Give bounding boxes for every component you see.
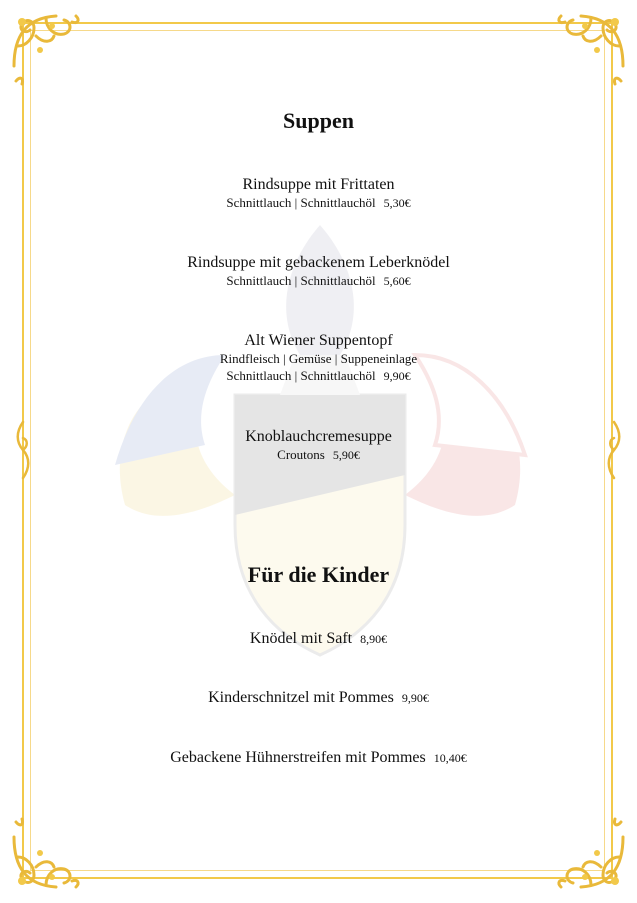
- item-name: Kinderschnitzel mit Pommes: [208, 689, 394, 706]
- item-price: 9,90€: [401, 691, 429, 705]
- item-price: 5,90€: [332, 448, 360, 462]
- menu-item: [0, 175, 637, 212]
- item-details: Schnittlauch | Schnittlauchöl 5,60€: [226, 273, 411, 288]
- item-details: Schnittlauch | Schnittlauchöl 9,90€: [226, 368, 411, 383]
- item-name: Rindsuppe mit gebackenem Leberknödel: [187, 254, 450, 271]
- item-details: Schnittlauch | Schnittlauchöl 5,30€: [226, 195, 411, 210]
- item-name: Gebackene Hühnerstreifen mit Pommes: [170, 749, 426, 766]
- item-details: Croutons 5,90€: [277, 447, 360, 462]
- menu-item: [0, 688, 637, 708]
- menu-item: [0, 331, 637, 385]
- item-price: 8,90€: [360, 632, 388, 646]
- item-name: Alt Wiener Suppentopf: [244, 332, 393, 349]
- item-name: Rindsuppe mit Frittaten: [242, 176, 395, 193]
- section-title-kinder: Für die Kinder: [247, 562, 390, 587]
- item-price: 10,40€: [433, 751, 467, 765]
- menu-item: [0, 748, 637, 768]
- item-price: 5,30€: [383, 196, 411, 210]
- item-name: Knoblauchcremesuppe: [245, 428, 392, 445]
- menu-item: [0, 253, 637, 290]
- item-price: 5,60€: [383, 274, 411, 288]
- item-details: Rindfleisch | Gemüse | Suppeneinlage: [219, 351, 418, 366]
- item-name: Knödel mit Saft: [249, 630, 353, 647]
- menu-item: [0, 629, 637, 649]
- item-price: 9,90€: [383, 369, 411, 383]
- section-title-suppen: Suppen: [283, 108, 354, 133]
- menu-item: [0, 427, 637, 464]
